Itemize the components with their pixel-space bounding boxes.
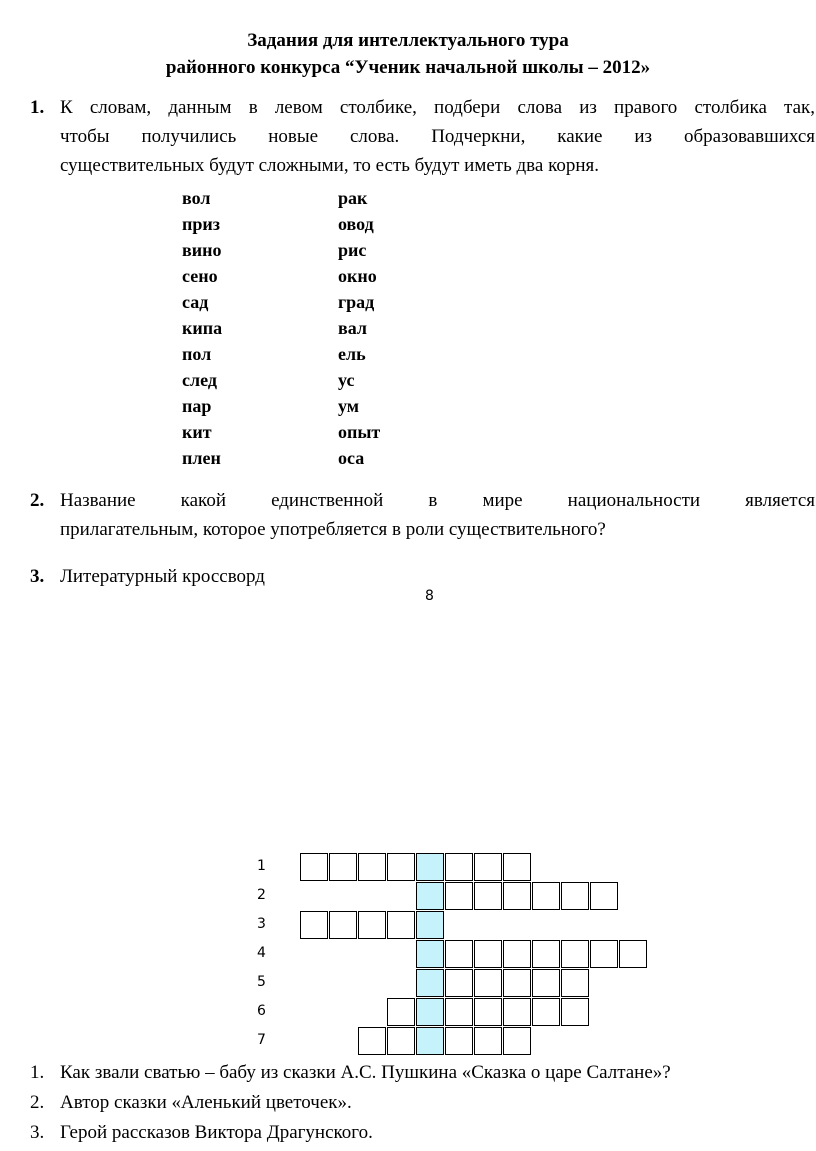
question-text: Как звали сватью – бабу из сказки А.С. Пушкина «Сказка о царе Салтане»? xyxy=(60,1062,671,1083)
crossword-row-number: 3 xyxy=(257,916,266,932)
crossword-cell[interactable] xyxy=(358,911,386,939)
right-word: вал xyxy=(338,318,367,338)
crossword-key-cell[interactable] xyxy=(416,1027,444,1055)
crossword-cell[interactable] xyxy=(561,882,589,910)
right-word: опыт xyxy=(338,422,381,442)
crossword-cell[interactable] xyxy=(474,882,502,910)
crossword-cell[interactable] xyxy=(619,940,647,968)
left-word: пол xyxy=(182,344,212,364)
crossword-cell[interactable] xyxy=(358,1027,386,1055)
crossword-cell[interactable] xyxy=(503,1027,531,1055)
crossword-row-number: 5 xyxy=(257,974,266,990)
left-word: пар xyxy=(182,396,212,416)
task-1-line-1: К словам, данным в левом столбике, подбери слова из правого столбика так, xyxy=(60,97,815,118)
crossword-cell[interactable] xyxy=(300,911,328,939)
crossword-cell[interactable] xyxy=(561,998,589,1026)
task-1-text xyxy=(60,93,815,180)
crossword-cell[interactable] xyxy=(329,911,357,939)
right-word: ель xyxy=(338,344,366,364)
crossword-row-number: 4 xyxy=(257,945,266,961)
task-1-line-3: существительных будут сложными, то есть будут иметь два корня. xyxy=(60,155,599,176)
task-3-number: 3. xyxy=(30,566,45,587)
crossword-cell[interactable] xyxy=(590,940,618,968)
crossword-cell[interactable] xyxy=(445,969,473,997)
left-word: вино xyxy=(182,240,222,260)
left-word: плен xyxy=(182,448,221,468)
question-number: 3. xyxy=(30,1122,45,1143)
crossword-row-number: 1 xyxy=(257,858,266,874)
document-title-line-1: Задания для интеллектуального тура xyxy=(247,30,569,51)
crossword-cell[interactable] xyxy=(474,998,502,1026)
crossword-cell[interactable] xyxy=(445,998,473,1026)
crossword-cell[interactable] xyxy=(590,882,618,910)
crossword-cell[interactable] xyxy=(474,853,502,881)
crossword-vertical-number: 8 xyxy=(425,588,434,604)
task-3-text xyxy=(60,562,815,591)
crossword-cell[interactable] xyxy=(474,1027,502,1055)
crossword-cell[interactable] xyxy=(503,882,531,910)
crossword-cell[interactable] xyxy=(532,998,560,1026)
crossword-cell[interactable] xyxy=(358,853,386,881)
left-word: сено xyxy=(182,266,218,286)
crossword-cell[interactable] xyxy=(503,998,531,1026)
task-2-number: 2. xyxy=(30,490,45,511)
right-word: рис xyxy=(338,240,367,260)
crossword-cell[interactable] xyxy=(503,969,531,997)
crossword-key-cell[interactable] xyxy=(416,853,444,881)
crossword-cell[interactable] xyxy=(387,853,415,881)
crossword-cell[interactable] xyxy=(503,853,531,881)
crossword-cell[interactable] xyxy=(561,940,589,968)
crossword-row-number: 2 xyxy=(257,887,266,903)
right-word: овод xyxy=(338,214,374,234)
task-1-line-2: чтобы получились новые слова. Подчеркни, какие из образовавшихся xyxy=(60,126,815,147)
left-word: кипа xyxy=(182,318,223,338)
crossword-cell[interactable] xyxy=(445,940,473,968)
question-text: Герой рассказов Виктора Драгунского. xyxy=(60,1122,373,1143)
question-number: 2. xyxy=(30,1092,45,1113)
crossword-cell[interactable] xyxy=(503,940,531,968)
crossword-key-cell[interactable] xyxy=(416,998,444,1026)
crossword-cell[interactable] xyxy=(387,998,415,1026)
right-word: град xyxy=(338,292,375,312)
crossword-cell[interactable] xyxy=(329,853,357,881)
right-word: рак xyxy=(338,188,368,208)
crossword-cell[interactable] xyxy=(445,1027,473,1055)
right-word: ум xyxy=(338,396,360,416)
crossword-key-cell[interactable] xyxy=(416,940,444,968)
crossword-cell[interactable] xyxy=(387,1027,415,1055)
left-word: вол xyxy=(182,188,211,208)
task-1 xyxy=(30,93,815,180)
right-word: оса xyxy=(338,448,365,468)
left-word: след xyxy=(182,370,217,390)
right-word: окно xyxy=(338,266,377,286)
crossword-cell[interactable] xyxy=(532,882,560,910)
crossword-cell[interactable] xyxy=(474,940,502,968)
crossword-key-cell[interactable] xyxy=(416,882,444,910)
crossword-row-number: 6 xyxy=(257,1003,266,1019)
crossword-key-cell[interactable] xyxy=(416,911,444,939)
task-1-number: 1. xyxy=(30,97,45,118)
crossword-cell[interactable] xyxy=(445,882,473,910)
task-2 xyxy=(30,486,815,544)
left-word: приз xyxy=(182,214,220,234)
crossword-cell[interactable] xyxy=(387,911,415,939)
crossword-cell[interactable] xyxy=(532,940,560,968)
crossword-cell[interactable] xyxy=(300,853,328,881)
crossword-key-cell[interactable] xyxy=(416,969,444,997)
task-3-line-1: Литературный кроссворд xyxy=(60,566,265,587)
crossword-cell[interactable] xyxy=(532,969,560,997)
task-2-line-1: Название какой единственной в мире национальности является xyxy=(60,490,815,511)
crossword-cell[interactable] xyxy=(561,969,589,997)
task-2-text xyxy=(60,486,815,544)
left-word: кит xyxy=(182,422,212,442)
crossword-row-number: 7 xyxy=(257,1032,266,1048)
right-word: ус xyxy=(338,370,355,390)
question-number: 1. xyxy=(30,1062,45,1083)
crossword-cell[interactable] xyxy=(445,853,473,881)
left-word: сад xyxy=(182,292,209,312)
document-title-line-2: районного конкурса “Ученик начальной школы – 2012» xyxy=(165,57,651,78)
crossword-cell[interactable] xyxy=(474,969,502,997)
question-text: Автор сказки «Аленький цветочек». xyxy=(60,1092,352,1113)
task-2-line-2: прилагательным, которое употребляется в роли существительного? xyxy=(60,519,606,540)
task-3 xyxy=(30,562,815,591)
